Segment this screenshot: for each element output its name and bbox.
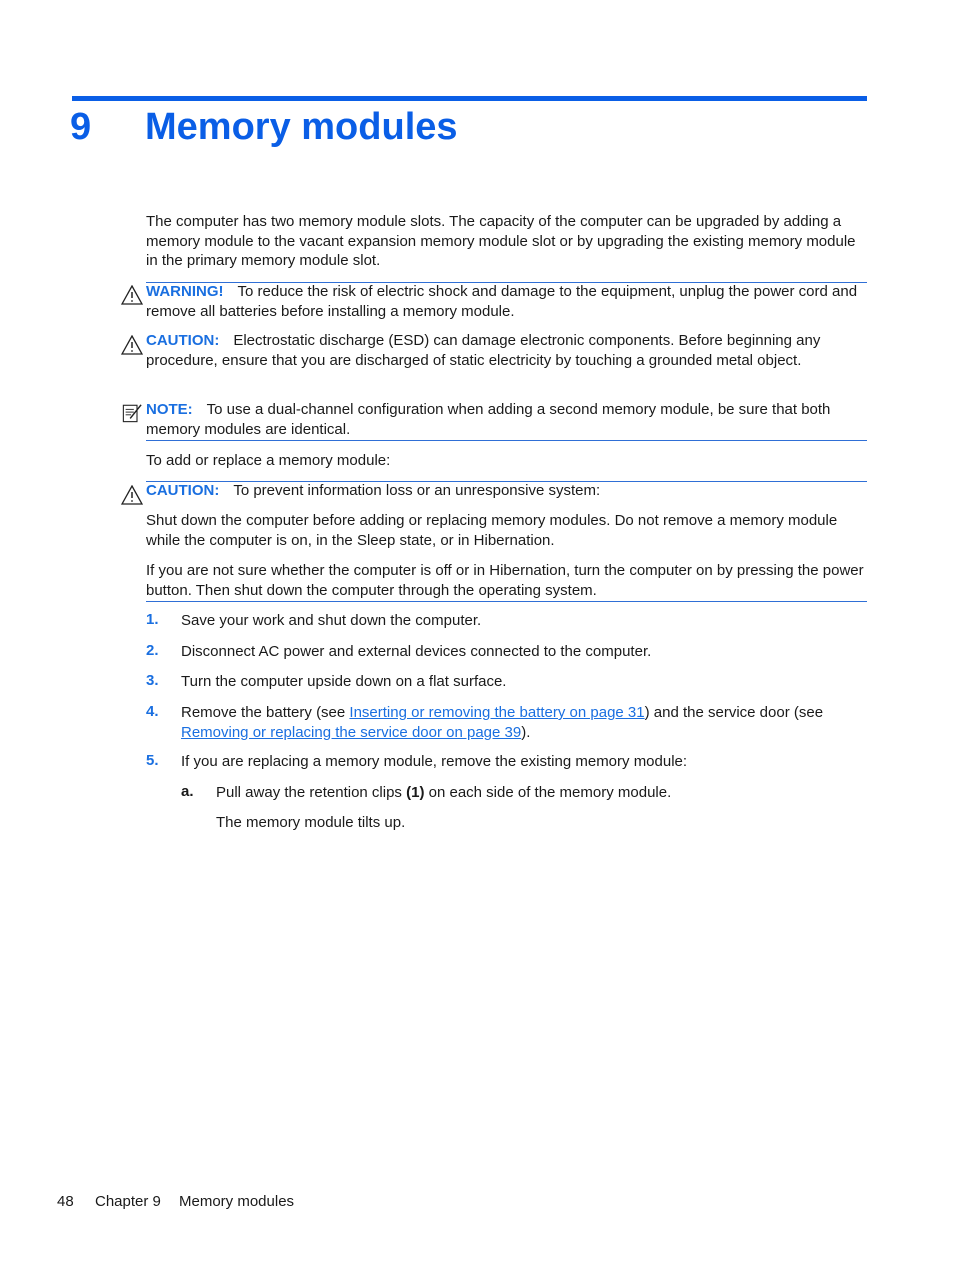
caution-paragraph: If you are not sure whether the computer is off or in Hibernation, turn the computer on by pressing the power button. Then shut down the computer through the operating system. xyxy=(146,562,864,599)
step-text xyxy=(181,703,867,742)
procedure-lead: To add or replace a memory module: xyxy=(146,452,391,469)
step-text: Turn the computer upside down on a flat surface. xyxy=(181,673,507,690)
footer-chapter: Chapter 9 xyxy=(95,1193,161,1210)
note-label: NOTE: xyxy=(146,401,193,418)
step-number: 5. xyxy=(146,752,159,769)
chapter-title: Memory modules xyxy=(145,106,458,148)
callout-number: (1) xyxy=(406,784,425,801)
warning-label: WARNING! xyxy=(146,283,224,300)
note-pad-icon xyxy=(121,403,143,423)
substep-result: The memory module tilts up. xyxy=(216,814,406,831)
step-text: If you are replacing a memory module, remove the existing memory module: xyxy=(181,753,688,770)
step-text-segment: Remove the battery (see xyxy=(181,704,350,721)
service-door-section-link[interactable]: Removing or replacing the service door on page 39 xyxy=(181,723,522,741)
warning-block xyxy=(146,282,868,321)
caution-label: CAUTION: xyxy=(146,482,220,499)
step-number: 3. xyxy=(146,672,159,689)
intro-paragraph: The computer has two memory module slots. The capacity of the computer can be upgraded by adding a memory module to the vacant expansion memory module slot or by upgrading the existing memory module in the primary memory module slot. xyxy=(146,213,856,269)
chapter-number: 9 xyxy=(70,106,92,148)
step-text: Save your work and shut down the computer. xyxy=(181,612,482,629)
warning-triangle-icon xyxy=(121,285,143,305)
footer-title: Memory modules xyxy=(179,1193,295,1210)
caution-text: Electrostatic discharge (ESD) can damage electronic components. Before beginning any procedure, ensure that you are discharged of static electricity by touching a grounded metal object. xyxy=(146,332,821,369)
step-text-segment: ). xyxy=(521,723,531,741)
step-number: 1. xyxy=(146,611,159,628)
note-bottom-rule xyxy=(146,440,867,441)
step-text: Disconnect AC power and external devices connected to the computer. xyxy=(181,643,652,660)
battery-section-link[interactable]: Inserting or removing the battery on page 31 xyxy=(349,704,645,721)
step-number: 2. xyxy=(146,642,159,659)
substep-text-segment: Pull away the retention clips xyxy=(216,784,407,801)
substep-letter: a. xyxy=(181,783,194,800)
caution-text: To prevent information loss or an unresponsive system: xyxy=(233,482,601,499)
chapter-heading-rule xyxy=(72,96,867,101)
step-number: 4. xyxy=(146,703,159,720)
page-number: 48 xyxy=(57,1193,74,1210)
step-text-segment: ) and the service door (see xyxy=(644,704,824,721)
note-text: To use a dual-channel configuration when adding a second memory module, be sure that both memory modules are identical. xyxy=(146,401,831,438)
caution-paragraph: Shut down the computer before adding or replacing memory modules. Do not remove a memory module while the computer is on, in the Sleep state, or in Hibernation. xyxy=(146,512,838,549)
caution-bottom-rule xyxy=(146,601,867,602)
note-block xyxy=(146,400,868,439)
caution-label: CAUTION: xyxy=(146,332,220,349)
warning-text: To reduce the risk of electric shock and damage to the equipment, unplug the power cord and remove all batteries before installing a memory module. xyxy=(146,283,858,320)
substep-text-segment: on each side of the memory module. xyxy=(424,784,672,801)
caution-triangle-icon xyxy=(121,485,143,505)
caution-block xyxy=(146,331,868,370)
caution-triangle-icon xyxy=(121,335,143,355)
substep-text xyxy=(216,783,867,803)
caution-block xyxy=(146,481,868,501)
